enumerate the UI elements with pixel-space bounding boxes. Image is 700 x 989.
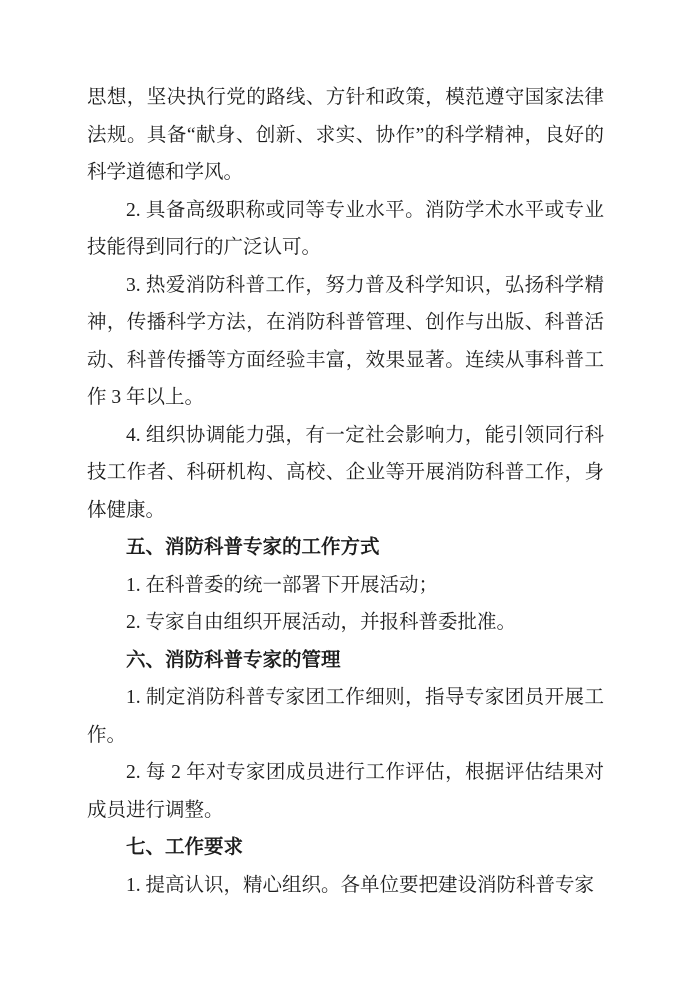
body-paragraph: 1. 提高认识，精心组织。各单位要把建设消防科普专家 xyxy=(126,874,595,896)
section-heading: 六、消防科普专家的管理 xyxy=(126,648,341,671)
body-paragraph: 4. 组织协调能力强，有一定社会影响力，能引领同行科技工作者、科研机构、高校、企业等开展消防科普工作，身体健康。 xyxy=(87,424,604,521)
body-paragraph: 2. 每 2 年对专家团成员进行工作评估，根据评估结果对成员进行调整。 xyxy=(87,762,604,821)
body-paragraph: 1. 制定消防科普专家团工作细则，指导专家团员开展工作。 xyxy=(87,687,604,746)
body-paragraph: 3. 热爱消防科普工作，努力普及科学知识，弘扬科学精神，传播科学方法，在消防科普管理、创作与出版、科普活动、科普传播等方面经验丰富，效果显著。连续从事科普工作 3 年以上。 xyxy=(87,274,604,408)
body-paragraph: 思想，坚决执行党的路线、方针和政策，模范遵守国家法律法规。具备“献身、创新、求实、协作”的科学精神，良好的科学道德和学风。 xyxy=(87,87,604,183)
body-paragraph: 2. 专家自由组织开展活动，并报科普委批准。 xyxy=(126,612,517,633)
section-heading: 七、工作要求 xyxy=(126,836,244,858)
body-paragraph: 1. 在科普委的统一部署下开展活动； xyxy=(126,574,439,596)
section-heading: 五、消防科普专家的工作方式 xyxy=(126,536,380,558)
body-paragraph: 2. 具备高级职称或同等专业水平。消防学术水平或专业技能得到同行的广泛认可。 xyxy=(87,199,604,258)
document-body xyxy=(87,79,604,904)
